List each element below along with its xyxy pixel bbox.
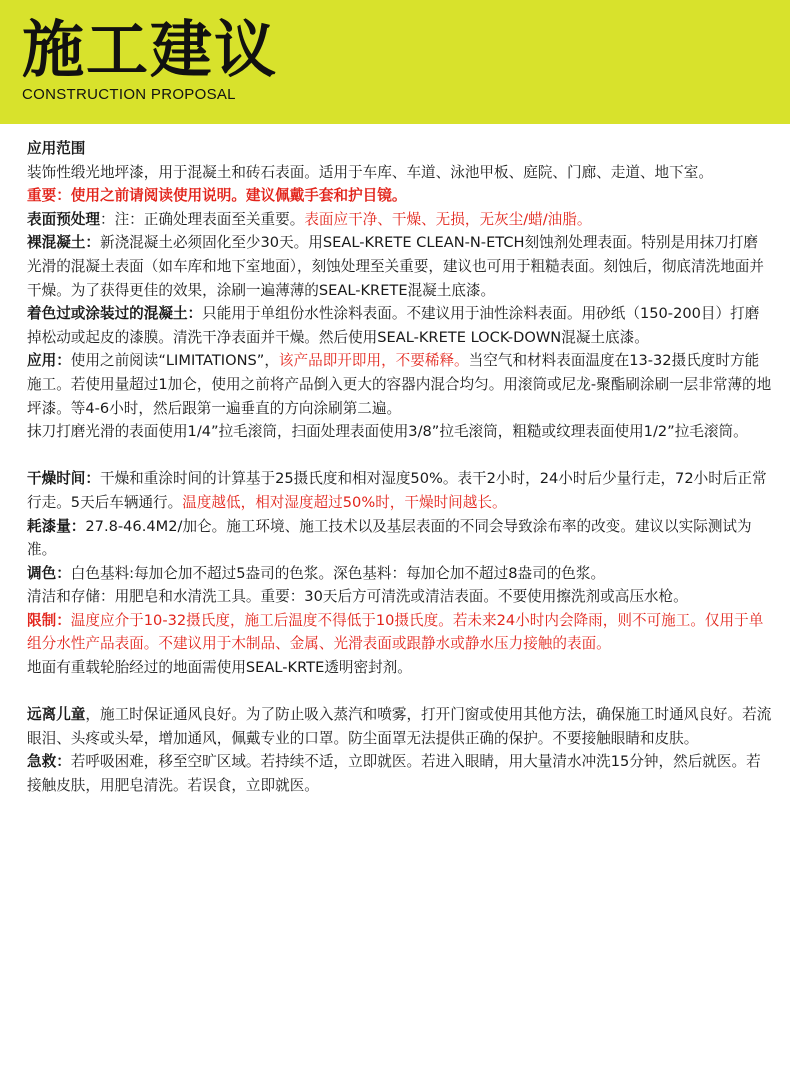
prep-warning: 表面应干净、干燥、无损，无灰尘/蜡/油脂。 bbox=[304, 210, 592, 228]
coverage-paragraph bbox=[27, 515, 772, 562]
scope-text: 装饰性缎光地坪漆，用于混凝土和砖石表面。适用于车库、车道、泳池甲板、庭院、门廊、走道、地下室。 bbox=[27, 163, 713, 181]
bare-text: 新浇混凝土必须固化至少30天。用SEAL-KRETE CLEAN-N-ETCH刻蚀剂处理表面。特别是用抹刀打磨光滑的混凝土表面（如车库和地下室地面），刻蚀处理至关重要，建议也可用于粗糙表面。刻蚀后，彻底清洗地面并干燥。为了获得更佳的效果，涂刷一遍薄薄的SEAL-KRETE混凝土底漆。 bbox=[27, 234, 764, 299]
limits-text: 温度应介于10-32摄氏度，施工后温度不得低于10摄氏度。若未来24小时内会降雨，则不可施工。仅用于单组分水性产品表面。不建议用于木制品、金属、光滑表面或跟静水或静水压力接触的表面。 bbox=[27, 611, 764, 653]
prep-label: 表面预处理 bbox=[27, 210, 100, 228]
clean-paragraph: 清洁和存储：用肥皂和水清洗工具。重要：30天后方可清洗或清洁表面。不要使用擦洗剂或高压水枪。 bbox=[27, 588, 688, 606]
instructions-body bbox=[27, 137, 772, 798]
tint-text: 白色基料:每加仑加不超过5盎司的色浆。深色基料：每加仑加不超过8盎司的色浆。 bbox=[70, 564, 606, 582]
tint-label: 调色： bbox=[27, 564, 71, 582]
bare-concrete-paragraph bbox=[27, 231, 772, 302]
dry-warning: 温度越低，相对湿度超过50%时，干燥时间越长。 bbox=[182, 493, 507, 511]
section-spacer bbox=[27, 680, 772, 704]
page-title: 施工建议 bbox=[22, 13, 279, 86]
coverage-label: 耗漆量： bbox=[27, 517, 86, 535]
roller-paragraph: 抹刀打磨光滑的表面使用1/4”拉毛滚筒，扫面处理表面使用3/8”拉毛滚筒，粗糙或纹理表面使用1/2”拉毛滚筒。 bbox=[27, 423, 748, 441]
prep-text: ：注：正确处理表面至关重要。 bbox=[99, 210, 305, 228]
scope-heading: 应用范围 bbox=[27, 140, 86, 157]
children-text: ，施工时保证通风良好。为了防止吸入蒸汽和喷雾，打开门窗或使用其他方法，确保施工时通风良好。若流眼泪、头疼或头晕，增加通风，佩戴专业的口罩。防尘面罩无法提供正确的保护。不要接触眼睛和皮肤。 bbox=[27, 706, 772, 747]
children-paragraph bbox=[27, 703, 772, 750]
dry-text: 干燥和重涂时间的计算基于25摄氏度和相对湿度50%。表干2小时，24小时后少量行走，72小时后正常行走。5天后车辆通行。 bbox=[27, 470, 767, 511]
first-aid-text: 若呼吸困难，移至空旷区域。若持续不适，立即就医。若进入眼睛，用大量清水冲洗15分钟，然后就医。若接触皮肤，用肥皂清洗。若误食，立即就医。 bbox=[27, 753, 761, 795]
limits-label: 限制： bbox=[27, 611, 71, 629]
dry-time-paragraph bbox=[27, 467, 772, 514]
apply-text-2: 当空气和材料表面温度在13-32摄氏度时方能施工。若使用量超过1加仑，使用之前将产品倒入更大的容器内混合均匀。用滚筒或尼龙-聚酯刷涂刷一层非常薄的地坪漆。等4-6小时，然后跟第一遍垂直的方向涂刷第二遍。 bbox=[27, 352, 772, 417]
dry-label: 干燥时间： bbox=[27, 470, 100, 488]
important-notice: 重要：使用之前请阅读使用说明。建议佩戴手套和护目镜。 bbox=[27, 187, 407, 205]
apply-text-1: 使用之前阅读“LIMITATIONS”， bbox=[70, 352, 279, 370]
apply-label: 应用： bbox=[27, 352, 71, 370]
apply-paragraph bbox=[27, 349, 772, 420]
coated-concrete-paragraph bbox=[27, 302, 772, 349]
tint-paragraph bbox=[27, 562, 772, 586]
tires-paragraph: 地面有重载轮胎经过的地面需使用SEAL-KRTE透明密封剂。 bbox=[27, 659, 412, 677]
header-banner bbox=[0, 0, 790, 124]
apply-warning: 该产品即开即用，不要稀释。 bbox=[278, 352, 469, 370]
children-label: 远离儿童 bbox=[27, 706, 86, 724]
coated-label: 着色过或涂装过的混凝土： bbox=[27, 305, 203, 323]
first-aid-paragraph bbox=[27, 750, 772, 797]
page-subtitle: CONSTRUCTION PROPOSAL bbox=[22, 86, 236, 103]
first-aid-label: 急救： bbox=[27, 753, 71, 771]
bare-label: 裸混凝土： bbox=[27, 234, 100, 252]
limits-paragraph bbox=[27, 609, 772, 656]
prep-paragraph bbox=[27, 208, 772, 232]
section-spacer bbox=[27, 444, 772, 468]
coverage-text: 27.8-46.4M2/加仑。施工环境、施工技术以及基层表面的不同会导致涂布率的改变。建议以实际测试为准。 bbox=[27, 517, 752, 559]
coated-text: 只能用于单组份水性涂料表面。不建议用于油性涂料表面。用砂纸（150-200目）打磨掉松动或起皮的漆膜。清洗干净表面并干燥。然后使用SEAL-KRETE LOCK-DOWN混凝土底漆。 bbox=[27, 305, 760, 346]
